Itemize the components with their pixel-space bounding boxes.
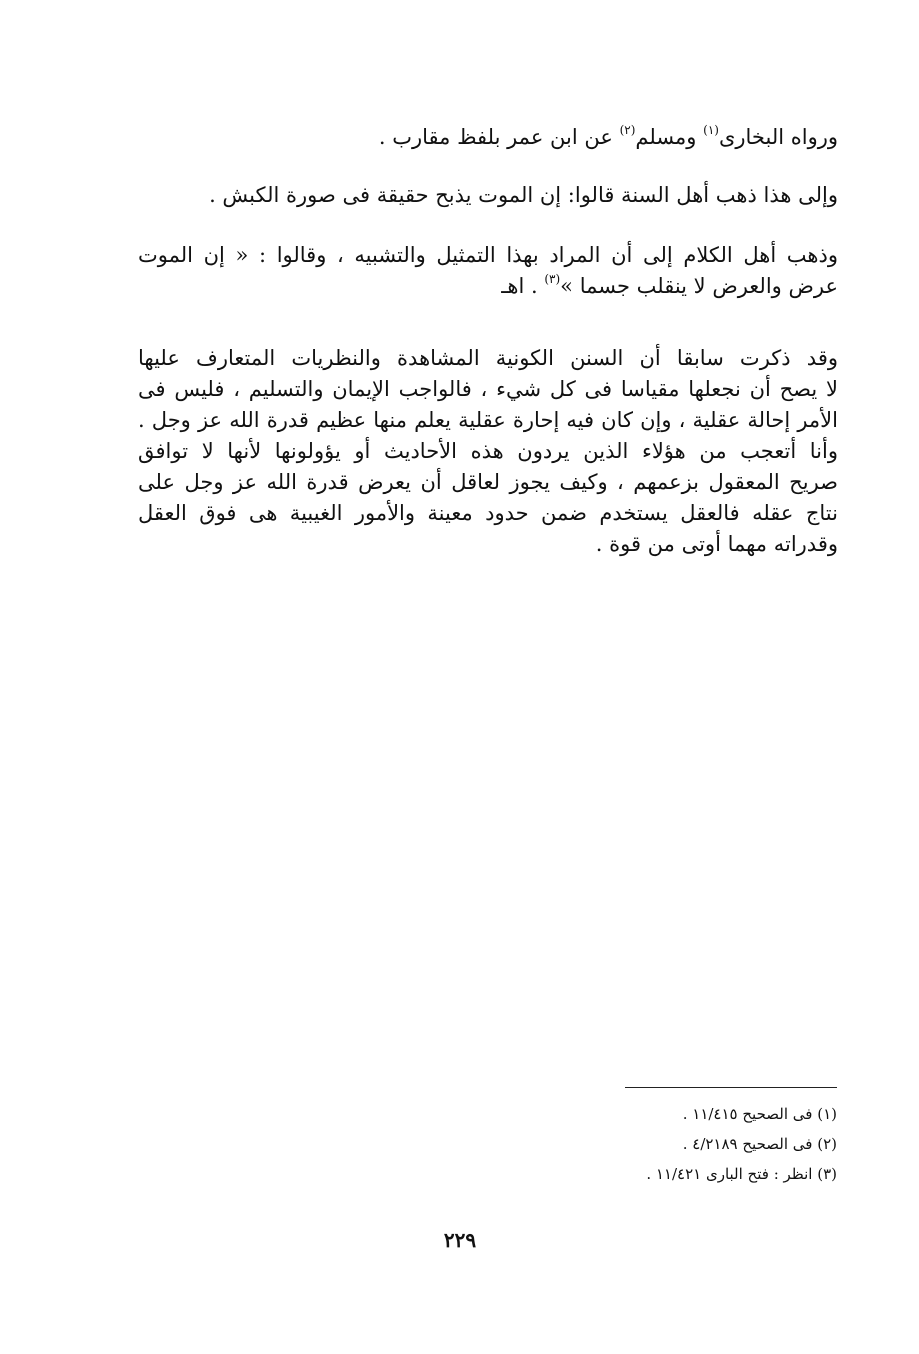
text-line: نتاج عقله فالعقل يستخدم ضمن حدود معينة والأمور الغيبية هى فوق العقل [138,501,838,525]
footnote-item: (٣) انظر : فتح البارى ١١/٤٢١ . [646,1165,837,1183]
footnote-item: (١) فى الصحيح ١١/٤١٥ . [682,1105,837,1123]
paragraph-text: . اهـ [501,274,545,298]
paragraph-sunnah-view: وإلى هذا ذهب أهل السنة قالوا: إن الموت يذبح حقيقة فى صورة الكبش . [209,183,838,207]
paragraph-text: ورواه البخارى [718,125,838,149]
footnote-reference: (١) [703,123,719,137]
paragraph-hadith-narration [138,122,838,153]
paragraph-author-commentary [138,343,838,560]
paragraph-text: وذهب أهل الكلام إلى أن المراد بهذا التمثيل والتشبيه ، وقالوا : « إن الموت عرض والعرض لا ينقلب جسما » [138,243,838,298]
text-line: وقد ذكرت سابقا أن السنن الكونية المشاهدة والنظريات المتعارف عليها [138,346,838,370]
footnotes-list [500,1099,837,1189]
footnote-item: (٢) فى الصحيح ٤/٢١٨٩ . [682,1135,837,1153]
page-number: ٢٢٩ [443,1228,477,1252]
footnote-reference: (٢) [619,123,636,137]
paragraph-text: ومسلم [635,125,704,149]
paragraph-kalam-view [138,240,838,302]
text-line: وأنا أتعجب من هؤلاء الذين يردون هذه الأحاديث أو يؤولونها لأنها لا توافق [138,439,838,463]
text-line: صريح المعقول بزعمهم ، وكيف يجوز لعاقل أن يعرض قدرة الله عز وجل على [138,470,838,494]
footnote-reference: (٣) [544,272,561,286]
footnote-divider [625,1087,837,1088]
text-line: الأمر إحالة عقلية ، وإن كان فيه إحارة عقلية يعلم منها عظيم قدرة الله عز وجل . [138,408,838,432]
text-line: وقدراته مهما أوتى من قوة . [595,532,838,556]
paragraph-text: عن ابن عمر بلفظ مقارب . [378,125,620,149]
text-line: لا يصح أن نجعلها مقياسا فى كل شيء ، فالواجب الإيمان والتسليم ، فليس فى [138,377,838,401]
